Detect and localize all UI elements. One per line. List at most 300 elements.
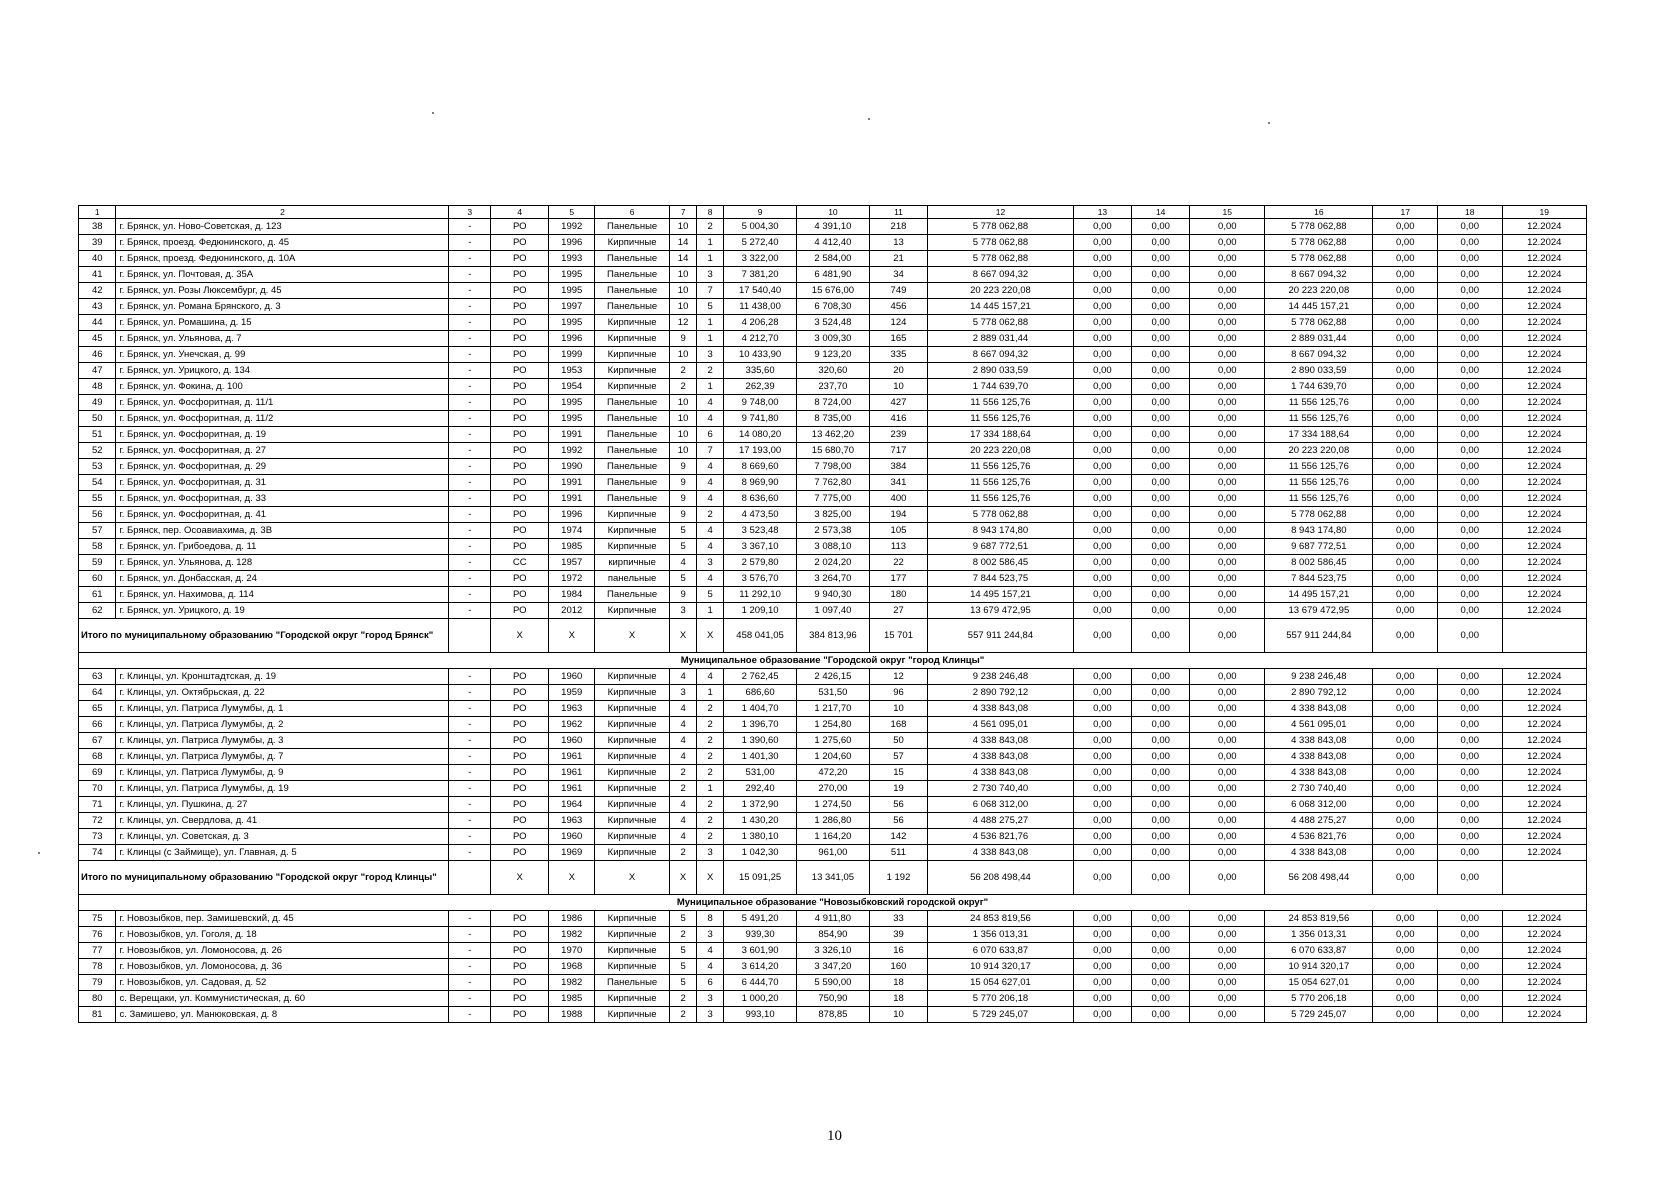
table-cell: - <box>449 717 491 733</box>
table-cell: 5 778 062,88 <box>928 219 1074 235</box>
column-number-cell: 15 <box>1190 206 1265 219</box>
address-cell: г. Новозыбков, пер. Замишевский, д. 45 <box>116 911 449 927</box>
table-cell: 12.2024 <box>1502 749 1586 765</box>
table-cell: 0,00 <box>1190 927 1265 943</box>
address-cell: г. Брянск, ул. Фосфоритная, д. 11/2 <box>116 411 449 427</box>
table-cell: 0,00 <box>1373 427 1438 443</box>
table-cell: 60 <box>79 571 116 587</box>
table-cell: 4 <box>697 411 724 427</box>
address-cell: г. Новозыбков, ул. Ломоносова, д. 26 <box>116 943 449 959</box>
scan-speck <box>868 118 870 120</box>
table-cell: 3 <box>697 1007 724 1023</box>
table-cell: 2 426,15 <box>797 669 870 685</box>
table-cell: РО <box>491 523 549 539</box>
table-row <box>79 701 1587 717</box>
table-cell: 0,00 <box>1438 395 1503 411</box>
table-cell: 1969 <box>549 845 595 861</box>
total-cell: 0,00 <box>1073 861 1131 895</box>
table-cell: 0,00 <box>1190 911 1265 927</box>
table-cell: 11 556 125,76 <box>1265 475 1373 491</box>
scan-speck <box>1268 122 1270 124</box>
table-row <box>79 587 1587 603</box>
table-cell: 194 <box>869 507 927 523</box>
table-cell: 1997 <box>549 299 595 315</box>
table-cell: 12.2024 <box>1502 523 1586 539</box>
table-cell: 68 <box>79 749 116 765</box>
table-cell: 4 212,70 <box>724 331 797 347</box>
table-cell: 12.2024 <box>1502 813 1586 829</box>
table-cell: РО <box>491 749 549 765</box>
table-cell: 335 <box>869 347 927 363</box>
table-row <box>79 363 1587 379</box>
table-cell: 1 <box>697 379 724 395</box>
table-cell: 10 <box>670 219 697 235</box>
table-cell: 48 <box>79 379 116 395</box>
table-cell: РО <box>491 669 549 685</box>
table-cell: 1 <box>697 331 724 347</box>
table-cell: 0,00 <box>1373 717 1438 733</box>
table-cell: 12.2024 <box>1502 299 1586 315</box>
table-cell: 58 <box>79 539 116 555</box>
table-cell: 2 <box>697 749 724 765</box>
table-cell: 10 433,90 <box>724 347 797 363</box>
address-cell: г. Брянск, ул. Фокина, д. 100 <box>116 379 449 395</box>
table-row <box>79 943 1587 959</box>
table-cell: 0,00 <box>1190 669 1265 685</box>
table-row <box>79 491 1587 507</box>
table-cell: 4 338 843,08 <box>928 733 1074 749</box>
total-cell: 56 208 498,44 <box>1265 861 1373 895</box>
table-cell: 0,00 <box>1373 1007 1438 1023</box>
table-cell: 0,00 <box>1438 347 1503 363</box>
table-cell: 0,00 <box>1373 459 1438 475</box>
table-cell: 0,00 <box>1132 749 1190 765</box>
table-cell: 50 <box>869 733 927 749</box>
table-cell: РО <box>491 781 549 797</box>
table-cell: 0,00 <box>1438 571 1503 587</box>
table-cell: 12.2024 <box>1502 669 1586 685</box>
table-cell: 9 741,80 <box>724 411 797 427</box>
table-cell: 38 <box>79 219 116 235</box>
table-cell: 0,00 <box>1190 1007 1265 1023</box>
table-cell: 49 <box>79 395 116 411</box>
table-cell: - <box>449 603 491 619</box>
table-cell: 384 <box>869 459 927 475</box>
table-row <box>79 475 1587 491</box>
table-cell: 0,00 <box>1373 991 1438 1007</box>
total-cell: 13 341,05 <box>797 861 870 895</box>
table-cell: 0,00 <box>1373 603 1438 619</box>
table-cell: 1995 <box>549 411 595 427</box>
table-cell: 66 <box>79 717 116 733</box>
table-cell: 0,00 <box>1438 813 1503 829</box>
total-cell: 384 813,96 <box>797 619 870 653</box>
table-cell: Кирпичные <box>595 603 670 619</box>
table-cell: 4 338 843,08 <box>928 845 1074 861</box>
table-cell: 1 275,60 <box>797 733 870 749</box>
table-cell: 8 667 094,32 <box>1265 347 1373 363</box>
table-cell: 292,40 <box>724 781 797 797</box>
table-cell: 11 556 125,76 <box>1265 411 1373 427</box>
table-cell: панельные <box>595 571 670 587</box>
table-cell: 0,00 <box>1373 813 1438 829</box>
table-cell: 9 <box>670 491 697 507</box>
table-cell: 10 <box>670 427 697 443</box>
address-cell: г. Клинцы, ул. Патриса Лумумбы, д. 3 <box>116 733 449 749</box>
table-cell: 0,00 <box>1438 1007 1503 1023</box>
table-row <box>79 845 1587 861</box>
table-cell: 62 <box>79 603 116 619</box>
table-cell: 2 890 792,12 <box>1265 685 1373 701</box>
table-cell: 10 <box>869 701 927 717</box>
table-cell: 0,00 <box>1073 959 1131 975</box>
table-cell: 24 853 819,56 <box>1265 911 1373 927</box>
table-cell: 0,00 <box>1438 555 1503 571</box>
table-cell: - <box>449 539 491 555</box>
table-cell: РО <box>491 813 549 829</box>
address-cell: г. Брянск, проезд. Федюнинского, д. 10А <box>116 251 449 267</box>
table-cell: 0,00 <box>1132 927 1190 943</box>
table-cell: 12.2024 <box>1502 555 1586 571</box>
table-cell: 4 338 843,08 <box>928 765 1074 781</box>
table-cell: 0,00 <box>1438 829 1503 845</box>
table-cell: РО <box>491 411 549 427</box>
column-number-cell: 12 <box>928 206 1074 219</box>
table-cell: 878,85 <box>797 1007 870 1023</box>
table-cell: 71 <box>79 797 116 813</box>
table-cell: 2 <box>697 717 724 733</box>
table-cell: 0,00 <box>1073 347 1131 363</box>
table-cell: 17 193,00 <box>724 443 797 459</box>
table-cell: 0,00 <box>1190 975 1265 991</box>
table-cell: 1962 <box>549 717 595 733</box>
table-cell: 14 495 157,21 <box>928 587 1074 603</box>
total-cell: 0,00 <box>1373 619 1438 653</box>
table-cell: Кирпичные <box>595 845 670 861</box>
table-cell: 5 778 062,88 <box>928 507 1074 523</box>
table-row <box>79 669 1587 685</box>
table-cell: 1970 <box>549 943 595 959</box>
table-cell: 12.2024 <box>1502 829 1586 845</box>
table-cell: 0,00 <box>1373 363 1438 379</box>
table-cell: 3 825,00 <box>797 507 870 523</box>
table-cell: 12.2024 <box>1502 685 1586 701</box>
table-cell: 3 576,70 <box>724 571 797 587</box>
table-cell: 7 381,20 <box>724 267 797 283</box>
table-cell: 12.2024 <box>1502 267 1586 283</box>
table-cell: 11 556 125,76 <box>928 491 1074 507</box>
table-cell: 10 <box>670 411 697 427</box>
table-cell: 0,00 <box>1438 685 1503 701</box>
table-cell: РО <box>491 267 549 283</box>
table-cell: 0,00 <box>1438 781 1503 797</box>
address-cell: г. Брянск, ул. Фосфоритная, д. 29 <box>116 459 449 475</box>
table-cell: 12.2024 <box>1502 347 1586 363</box>
table-cell: 78 <box>79 959 116 975</box>
table-cell: - <box>449 587 491 603</box>
table-cell: 9 <box>670 475 697 491</box>
table-cell: 1985 <box>549 539 595 555</box>
table-cell: - <box>449 813 491 829</box>
address-cell: г. Брянск, пер. Осоавиахима, д. 3В <box>116 523 449 539</box>
column-number-cell: 19 <box>1502 206 1586 219</box>
table-cell: 11 556 125,76 <box>1265 459 1373 475</box>
table-cell: 3 009,30 <box>797 331 870 347</box>
table-row <box>79 395 1587 411</box>
address-cell: г. Брянск, ул. Почтовая, д. 35А <box>116 267 449 283</box>
table-row <box>79 347 1587 363</box>
table-cell: 5 004,30 <box>724 219 797 235</box>
table-cell: 1960 <box>549 829 595 845</box>
table-cell: 0,00 <box>1073 331 1131 347</box>
table-cell: 19 <box>869 781 927 797</box>
table-cell: 0,00 <box>1438 797 1503 813</box>
column-number-cell: 14 <box>1132 206 1190 219</box>
table-cell: 5 778 062,88 <box>1265 235 1373 251</box>
table-cell: 56 <box>79 507 116 523</box>
table-cell: 0,00 <box>1438 975 1503 991</box>
table-cell: 0,00 <box>1132 555 1190 571</box>
table-cell: 12.2024 <box>1502 219 1586 235</box>
column-number-cell: 8 <box>697 206 724 219</box>
table-cell: РО <box>491 459 549 475</box>
table-row <box>79 927 1587 943</box>
table-cell: 6 481,90 <box>797 267 870 283</box>
table-cell: 14 445 157,21 <box>1265 299 1373 315</box>
table-cell: 0,00 <box>1438 845 1503 861</box>
table-cell: 0,00 <box>1132 685 1190 701</box>
table-cell: 1954 <box>549 379 595 395</box>
table-cell: 0,00 <box>1073 555 1131 571</box>
table-cell: 0,00 <box>1373 587 1438 603</box>
table-cell: 0,00 <box>1073 219 1131 235</box>
table-cell: Кирпичные <box>595 781 670 797</box>
table-cell: 1961 <box>549 749 595 765</box>
table-cell: 239 <box>869 427 927 443</box>
table-cell: 0,00 <box>1073 845 1131 861</box>
table-cell: 0,00 <box>1132 491 1190 507</box>
table-cell: 74 <box>79 845 116 861</box>
table-cell: 0,00 <box>1073 395 1131 411</box>
table-cell: РО <box>491 603 549 619</box>
table-row <box>79 911 1587 927</box>
table-cell: 335,60 <box>724 363 797 379</box>
table-cell: Панельные <box>595 411 670 427</box>
total-cell: 557 911 244,84 <box>1265 619 1373 653</box>
table-cell: - <box>449 475 491 491</box>
table-cell: 1960 <box>549 669 595 685</box>
table-cell: РО <box>491 331 549 347</box>
address-cell: г. Брянск, ул. Розы Люксембург, д. 45 <box>116 283 449 299</box>
table-cell: 1 286,80 <box>797 813 870 829</box>
table-cell: 12.2024 <box>1502 571 1586 587</box>
table-cell: 76 <box>79 927 116 943</box>
table-cell: 24 853 819,56 <box>928 911 1074 927</box>
address-cell: г. Брянск, ул. Фосфоритная, д. 33 <box>116 491 449 507</box>
table-cell: 4 911,80 <box>797 911 870 927</box>
total-cell: 557 911 244,84 <box>928 619 1074 653</box>
total-cell: 1 192 <box>869 861 927 895</box>
table-cell: 0,00 <box>1373 475 1438 491</box>
table-cell: 1 042,30 <box>724 845 797 861</box>
table-row <box>79 813 1587 829</box>
table-row <box>79 685 1587 701</box>
table-cell: 1957 <box>549 555 595 571</box>
column-number-cell: 1 <box>79 206 116 219</box>
table-cell: 50 <box>79 411 116 427</box>
table-cell: 0,00 <box>1073 669 1131 685</box>
table-cell: 5 <box>670 943 697 959</box>
table-cell: 65 <box>79 701 116 717</box>
table-cell: 43 <box>79 299 116 315</box>
table-cell: Кирпичные <box>595 701 670 717</box>
table-cell: Кирпичные <box>595 235 670 251</box>
table-row <box>79 991 1587 1007</box>
total-cell: 0,00 <box>1132 619 1190 653</box>
table-cell: 15 676,00 <box>797 283 870 299</box>
table-cell: 0,00 <box>1373 283 1438 299</box>
table-cell: 67 <box>79 733 116 749</box>
table-cell: 46 <box>79 347 116 363</box>
column-number-cell: 2 <box>116 206 449 219</box>
table-cell: 53 <box>79 459 116 475</box>
table-cell: 0,00 <box>1438 235 1503 251</box>
table-cell: 12 <box>670 315 697 331</box>
table-cell: 4 488 275,27 <box>928 813 1074 829</box>
table-cell: 1953 <box>549 363 595 379</box>
table-cell: 0,00 <box>1438 331 1503 347</box>
table-cell: 0,00 <box>1132 459 1190 475</box>
table-cell: - <box>449 235 491 251</box>
table-cell: 12.2024 <box>1502 235 1586 251</box>
table-cell: РО <box>491 765 549 781</box>
table-cell: 0,00 <box>1373 845 1438 861</box>
table-cell: - <box>449 943 491 959</box>
housing-registry-table <box>78 205 1587 1023</box>
table-cell: 1986 <box>549 911 595 927</box>
table-cell: 0,00 <box>1190 991 1265 1007</box>
table-cell: 1961 <box>549 765 595 781</box>
table-cell: 6 444,70 <box>724 975 797 991</box>
table-cell: 0,00 <box>1373 315 1438 331</box>
table-cell: РО <box>491 685 549 701</box>
table-cell: 0,00 <box>1132 315 1190 331</box>
table-cell: 8 002 586,45 <box>1265 555 1373 571</box>
table-cell: 12.2024 <box>1502 507 1586 523</box>
table-cell: 0,00 <box>1373 235 1438 251</box>
table-cell: РО <box>491 701 549 717</box>
total-cell: 15 701 <box>869 619 927 653</box>
table-cell: 12.2024 <box>1502 717 1586 733</box>
scan-speck <box>38 852 40 854</box>
table-cell: 3 <box>697 267 724 283</box>
table-cell: 4 488 275,27 <box>1265 813 1373 829</box>
table-cell: 9 687 772,51 <box>928 539 1074 555</box>
table-cell: Панельные <box>595 427 670 443</box>
table-cell: 1996 <box>549 235 595 251</box>
table-cell: 15 054 627,01 <box>928 975 1074 991</box>
table-row <box>79 331 1587 347</box>
table-cell: 0,00 <box>1438 251 1503 267</box>
table-cell: 0,00 <box>1190 379 1265 395</box>
total-cell: 0,00 <box>1438 861 1503 895</box>
table-row <box>79 283 1587 299</box>
table-cell: 0,00 <box>1190 829 1265 845</box>
table-cell: 6 <box>697 427 724 443</box>
table-cell: 320,60 <box>797 363 870 379</box>
table-cell: 0,00 <box>1373 539 1438 555</box>
table-cell: 2 <box>697 797 724 813</box>
column-number-cell: 6 <box>595 206 670 219</box>
table-cell: 1 396,70 <box>724 717 797 733</box>
table-cell: 1 <box>697 781 724 797</box>
table-cell: 7 844 523,75 <box>928 571 1074 587</box>
address-cell: г. Брянск, ул. Фосфоритная, д. 31 <box>116 475 449 491</box>
table-cell: 1982 <box>549 975 595 991</box>
total-label: Итого по муниципальному образованию "Городской округ "город Брянск" <box>79 619 449 653</box>
table-cell: 1 401,30 <box>724 749 797 765</box>
table-cell: 8 667 094,32 <box>928 267 1074 283</box>
total-cell: 0,00 <box>1373 861 1438 895</box>
address-cell: г. Клинцы, ул. Патриса Лумумбы, д. 9 <box>116 765 449 781</box>
table-cell: Кирпичные <box>595 347 670 363</box>
table-cell: РО <box>491 283 549 299</box>
table-cell: 3 326,10 <box>797 943 870 959</box>
table-cell: 1996 <box>549 331 595 347</box>
table-cell: 2 573,38 <box>797 523 870 539</box>
table-cell: 12 <box>869 669 927 685</box>
table-cell: 17 334 188,64 <box>928 427 1074 443</box>
table-row <box>79 299 1587 315</box>
table-cell: 0,00 <box>1373 829 1438 845</box>
table-cell: 0,00 <box>1438 315 1503 331</box>
table-body <box>79 206 1587 1023</box>
table-row <box>79 267 1587 283</box>
table-cell: 14 080,20 <box>724 427 797 443</box>
table-cell: 0,00 <box>1373 797 1438 813</box>
table-cell: 9 940,30 <box>797 587 870 603</box>
table-cell: 0,00 <box>1438 733 1503 749</box>
table-row <box>79 315 1587 331</box>
table-cell: 2 584,00 <box>797 251 870 267</box>
table-cell: 0,00 <box>1438 539 1503 555</box>
table-cell: 0,00 <box>1190 603 1265 619</box>
address-cell: г. Клинцы, ул. Свердлова, д. 41 <box>116 813 449 829</box>
table-cell: 1 430,20 <box>724 813 797 829</box>
table-cell: 5 <box>670 523 697 539</box>
table-row <box>79 411 1587 427</box>
table-cell: 0,00 <box>1438 267 1503 283</box>
table-cell: 2 730 740,40 <box>1265 781 1373 797</box>
table-cell: 0,00 <box>1073 797 1131 813</box>
table-cell: 0,00 <box>1373 975 1438 991</box>
table-cell: 6 070 633,87 <box>928 943 1074 959</box>
table-cell: 3 <box>697 927 724 943</box>
table-cell: 12.2024 <box>1502 797 1586 813</box>
table-cell: 2 <box>670 781 697 797</box>
table-cell: 4 <box>670 749 697 765</box>
table-cell: 0,00 <box>1373 347 1438 363</box>
table-cell: РО <box>491 571 549 587</box>
address-cell: г. Брянск, ул. Донбасская, д. 24 <box>116 571 449 587</box>
table-cell: - <box>449 685 491 701</box>
table-cell: 0,00 <box>1190 733 1265 749</box>
table-cell: 2 <box>697 363 724 379</box>
table-cell: 0,00 <box>1373 571 1438 587</box>
section-heading-row <box>79 653 1587 669</box>
table-cell: Кирпичные <box>595 991 670 1007</box>
table-cell: - <box>449 991 491 1007</box>
